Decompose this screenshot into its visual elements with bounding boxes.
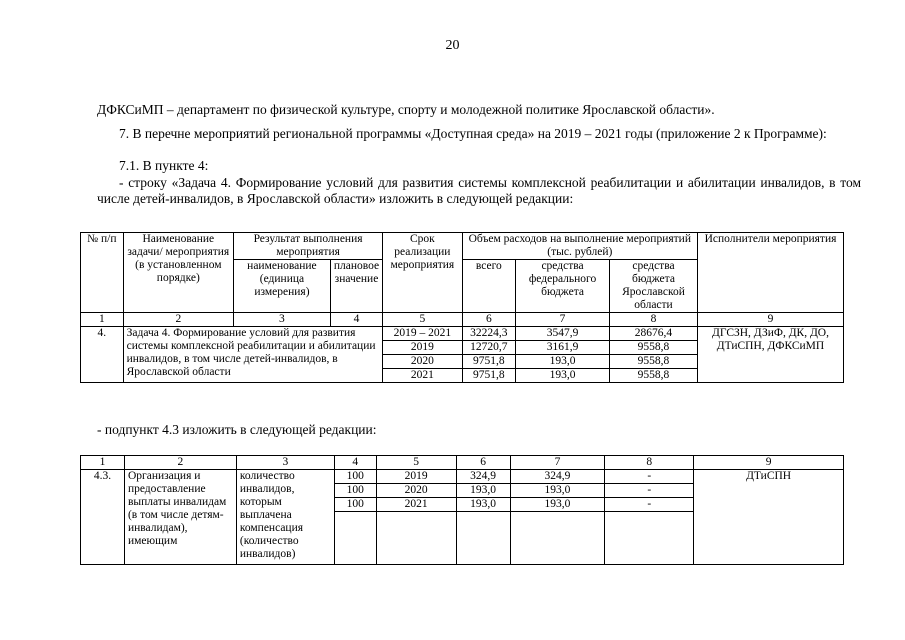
paragraph-definition: ДФКСиМП – департамент по физической культуре, спорту и молодежной политике Ярославской области». — [97, 102, 715, 117]
row-total: 324,9 — [456, 470, 510, 484]
row-num: 4.3. — [81, 470, 125, 565]
row-result-name: количество инвалидов, которым выплачена компенсация (количество инвалидов) — [236, 470, 334, 565]
row-term: 2021 — [383, 369, 463, 383]
row-plan: 100 — [334, 498, 376, 512]
row-task-name: Задача 4. Формирование условий для развития системы комплексной реабилитации и абилитации инвалидов, в том числе детей-инвалидов, в Ярославской области — [123, 327, 382, 383]
col-number: 9 — [697, 313, 843, 327]
row-term: 2021 — [376, 498, 456, 512]
col-number: 1 — [81, 456, 125, 470]
row-federal: 193,0 — [516, 369, 610, 383]
row-total: 9751,8 — [462, 369, 515, 383]
row-federal: 3161,9 — [516, 341, 610, 355]
row-measure-name: Организация и предоставление выплаты инвалидам (в том числе детям-инвалидам), имеющим — [124, 470, 236, 565]
row-term: 2020 — [383, 355, 463, 369]
row-federal: 324,9 — [510, 470, 605, 484]
row-total: 193,0 — [456, 484, 510, 498]
col-number: 3 — [236, 456, 334, 470]
col-number: 8 — [610, 313, 698, 327]
row-term: 2019 — [383, 341, 463, 355]
row-term: 2020 — [376, 484, 456, 498]
row-executors: ДТиСПН — [694, 470, 844, 565]
header-result-name: наименование (единица измерения) — [234, 260, 331, 313]
header-name: Наименование задачи/ мероприятия (в установленном порядке) — [123, 233, 233, 313]
header-result-plan: плановое значение — [330, 260, 382, 313]
row-plan: 100 — [334, 470, 376, 484]
row-term: 2019 – 2021 — [383, 327, 463, 341]
header-result: Результат выполнения мероприятия — [234, 233, 383, 260]
column-numbers-row — [81, 456, 844, 470]
subpoint-text: - подпункт 4.3 изложить в следующей редакции: — [97, 422, 377, 437]
row-regional: 9558,8 — [610, 341, 698, 355]
col-number: 5 — [376, 456, 456, 470]
row-regional: 9558,8 — [610, 355, 698, 369]
row-plan: 100 — [334, 484, 376, 498]
row-federal: 193,0 — [510, 498, 605, 512]
header-term: Срок реализации мероприятия — [383, 233, 463, 313]
col-number: 6 — [456, 456, 510, 470]
row-total: 12720,7 — [462, 341, 515, 355]
header-executors: Исполнители мероприятия — [697, 233, 843, 313]
col-number: 6 — [462, 313, 515, 327]
row-total: 193,0 — [456, 498, 510, 512]
col-number: 9 — [694, 456, 844, 470]
paragraph-item-7: 7. В перечне мероприятий региональной программы «Доступная среда» на 2019 – 2021 годы (приложение 2 к Программе): — [119, 126, 827, 141]
col-number: 1 — [81, 313, 124, 327]
row-regional: - — [605, 470, 694, 484]
header-num: № п/п — [81, 233, 124, 313]
table-subpoint-4-3 — [80, 455, 844, 565]
header-expenses: Объем расходов на выполнение мероприятий (тыс. рублей) — [462, 233, 697, 260]
col-number: 2 — [124, 456, 236, 470]
row-federal: 3547,9 — [516, 327, 610, 341]
row-federal: 193,0 — [510, 484, 605, 498]
col-number: 7 — [510, 456, 605, 470]
paragraph-task-4: - строку «Задача 4. Формирование условий для развития системы комплексной реабилитации и абилитации инвалидов, в том числе детей-инвалидов, в Ярославской области» изложить в следующей редакции: — [97, 175, 861, 206]
header-federal: средства федерального бюджета — [516, 260, 610, 313]
table-row — [81, 470, 844, 484]
header-regional: средства бюджета Ярославской области — [610, 260, 698, 313]
row-regional: 9558,8 — [610, 369, 698, 383]
paragraph-item-7-1: 7.1. В пункте 4: — [119, 158, 209, 173]
row-regional: - — [605, 484, 694, 498]
row-federal: 193,0 — [516, 355, 610, 369]
row-term: 2019 — [376, 470, 456, 484]
header-total: всего — [462, 260, 515, 313]
col-number: 2 — [123, 313, 233, 327]
col-number: 3 — [234, 313, 331, 327]
row-regional: 28676,4 — [610, 327, 698, 341]
row-total: 32224,3 — [462, 327, 515, 341]
col-number: 8 — [605, 456, 694, 470]
col-number: 7 — [516, 313, 610, 327]
column-numbers-row — [81, 313, 844, 327]
row-num: 4. — [81, 327, 124, 383]
col-number: 5 — [383, 313, 463, 327]
row-total: 9751,8 — [462, 355, 515, 369]
table-task-4 — [80, 232, 844, 383]
row-executors: ДГСЗН, ДЗиФ, ДК, ДО, ДТиСПН, ДФКСиМП — [697, 327, 843, 383]
page-number: 20 — [445, 38, 460, 53]
col-number: 4 — [330, 313, 382, 327]
row-regional: - — [605, 498, 694, 512]
table-row — [81, 327, 844, 341]
col-number: 4 — [334, 456, 376, 470]
